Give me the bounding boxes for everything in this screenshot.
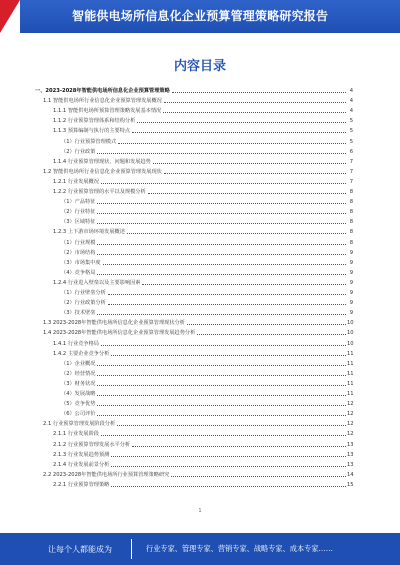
toc-entry-page: 7 [349,178,353,185]
toc-entry-label: 一、2023-2028年智能供电场所信息化企业预算管理策略 [35,88,170,94]
page-number: 1 [198,508,202,514]
toc-leader-dots [101,183,346,184]
toc-entry-page: 13 [347,461,354,468]
toc-leader-dots [97,153,346,154]
toc-entry[interactable] [35,256,353,266]
toc-entry-label: 2.1.4 行业发展前景分析 [53,461,110,468]
toc-entry-label: （6）公司评价 [61,411,96,418]
toc-entry[interactable] [35,225,353,235]
toc-leader-dots [197,334,346,335]
toc-leader-dots [97,415,346,416]
toc-entry[interactable] [35,326,353,336]
toc-entry[interactable] [35,337,353,347]
toc-entry-page: 11 [347,391,354,397]
toc-leader-dots [132,132,346,133]
toc-entry-page: 10 [347,320,354,327]
toc-entry-page: 12 [347,401,354,408]
toc-entry-page: 12 [347,411,354,418]
toc-entry-label: （1）行业壁垒分析 [61,290,106,296]
toc-entry-page: 9 [349,259,353,266]
toc-entry-label: （3）财务状况 [61,380,96,387]
toc-entry-page: 8 [349,199,353,206]
toc-entry-page: 9 [349,290,353,296]
toc-entry-page: 9 [349,269,353,276]
toc-leader-dots [171,476,346,477]
toc-entry-label: 2.1.2 行业预算管理发展水平分析 [53,441,131,448]
toc-entry-page: 4 [349,108,353,115]
toc-entry-label: （2）行业政策 [61,148,96,155]
toc-leader-dots [97,254,346,255]
toc-leader-dots [137,122,346,123]
toc-entry[interactable] [35,114,353,124]
toc-entry-page: 9 [349,310,353,317]
toc-leader-dots [163,112,346,113]
report-title: 智能供电场所信息化企业预算管理策略研究报告 [72,9,329,23]
footer [0,533,400,565]
toc-leader-dots [97,405,346,406]
toc-entry[interactable] [35,458,353,468]
toc-leader-dots [117,425,346,426]
header-accent [0,0,20,33]
toc-entry-page: 10 [347,340,354,347]
toc-entry[interactable] [35,145,353,155]
toc-entry[interactable] [35,438,353,448]
toc-entry-page: 11 [347,360,354,367]
footer-slogan: 让每个人都能成为 [48,545,112,554]
toc-entry-page: 11 [347,370,354,377]
toc-leader-dots [118,143,346,144]
toc-leader-dots [111,466,346,467]
toc-entry-label: 2.1.3 行业发展趋势预测 [53,451,110,458]
toc-leader-dots [132,446,346,447]
toc-entry[interactable] [35,468,353,478]
footer-divider [131,539,132,559]
toc-leader-dots [127,233,346,234]
toc-entry-label: 1.2.1 行业发展概况 [53,178,99,185]
toc-entry[interactable] [35,175,353,185]
toc-leader-dots [172,92,346,93]
toc-entry[interactable] [35,94,353,104]
toc-title: 内容目录 [173,59,226,74]
toc-entry[interactable] [35,195,353,205]
toc-leader-dots [142,284,346,285]
toc-entry[interactable] [35,478,353,488]
toc-leader-dots [97,274,346,275]
toc-entry[interactable] [35,205,353,215]
toc-entry-label: 1.4.1 行业竞争格局 [53,340,99,347]
toc-entry[interactable] [35,367,353,377]
toc-leader-dots [164,173,346,174]
toc-entry-label: （4）竞争格局 [61,269,96,276]
toc-entry-label: 1.2.2 行业预算管理的水平以及规模分析 [53,189,146,195]
toc-entry-page: 8 [349,229,353,236]
toc-entry[interactable] [35,407,353,417]
toc-entry[interactable] [35,165,353,175]
toc-entry-page: 13 [347,451,354,458]
toc-entry[interactable] [35,448,353,458]
toc-entry-page: 14 [347,471,354,478]
toc-leader-dots [108,304,346,305]
toc-entry-label: 1.2.4 行业进入壁垒以及主要影响因素 [53,279,141,286]
toc-entry-page: 5 [349,118,353,125]
toc-entry[interactable] [35,215,353,225]
toc-leader-dots [111,456,346,457]
toc-leader-dots [97,395,346,396]
toc-entry-page: 8 [349,239,353,246]
toc-entry-label: （5）竞争优势 [61,401,96,408]
toc-entry[interactable] [35,236,353,246]
toc-entry-page: 10 [347,330,354,337]
toc-entry[interactable] [35,276,353,286]
toc-entry-label: 1.3 2023-2028年智能供电场所信息化企业预算管理现状分析 [43,320,185,327]
toc-leader-dots [97,385,346,386]
toc-entry[interactable] [35,417,353,427]
toc-entry-page: 6 [349,148,353,155]
toc-entry-label: 2.2 2023-2028年智能供电场所行业预算管理策略研究 [43,471,170,478]
toc-entry-label: 1.1.2 行业预算管理体系和结构分析 [53,118,136,125]
toc-leader-dots [97,365,346,366]
toc-leader-dots [97,223,346,224]
toc-entry-label: （4）发展战略 [61,391,96,397]
toc-leader-dots [97,203,346,204]
toc-entry-label: 1.1.4 行业预算管理现状、问题和发展趋势 [53,158,151,165]
toc-leader-dots [103,264,346,265]
toc-entry-page: 11 [347,350,354,357]
footer-tagline: 行业专家、管理专家、营销专家、战略专家、成本专家…… [146,544,333,553]
toc-leader-dots [108,294,346,295]
toc-leader-dots [101,435,346,436]
toc-entry-page: 5 [349,138,353,145]
toc-entry-label: 1.1.3 预算编制与执行的主要特点 [53,128,131,135]
toc-entry-page: 8 [349,209,353,216]
report-header [0,0,400,33]
toc-entry-label: （3）区域特征 [61,219,96,226]
toc-entry-label: （1）行业预算管理模式 [61,138,117,145]
toc-entry-label: 1.1 智能供电场所行业信息化企业预算管理发展概况 [43,98,162,105]
toc-leader-dots [97,213,346,214]
toc-leader-dots [148,193,346,194]
toc-entry-label: 1.4.2 主要企业竞争分析 [53,350,110,357]
toc-leader-dots [101,345,346,346]
toc-leader-dots [97,244,346,245]
toc-entry-label: （1）产品特征 [61,199,96,206]
toc-entry-label: （2）经营情况 [61,370,96,377]
toc-entry-label: （3）技术壁垒 [61,310,96,317]
toc-entry-page: 15 [347,481,354,488]
toc-entry[interactable] [35,135,353,145]
toc-entry[interactable] [35,84,353,94]
toc-leader-dots [164,102,346,103]
toc-entry-label: 1.2.3 上下游市场环境发展概述 [53,229,125,236]
toc-entry-page: 9 [349,279,353,286]
toc-entry-page: 12 [347,421,354,428]
toc-entry-label: （2）市场结构 [61,249,96,256]
toc-entry-page: 12 [347,431,354,438]
toc-entry[interactable] [35,357,353,367]
toc-entry-page: 9 [349,300,353,307]
toc-entry-page: 8 [349,189,353,195]
toc-leader-dots [97,375,346,376]
toc-entry[interactable] [35,347,353,357]
toc-leader-dots [153,163,346,164]
toc-entry[interactable] [35,397,353,407]
toc-leader-dots [111,355,346,356]
toc-entry-page: 4 [349,98,353,105]
toc-entry[interactable] [35,427,353,437]
toc-entry-label: 2.1.1 行业发展阶段 [53,431,99,438]
toc-entry[interactable] [35,104,353,114]
toc-entry-label: 1.1.1 智能供电场所预算管理策略发展基本情况 [53,108,162,115]
toc-entry[interactable] [35,286,353,296]
toc-entry-page: 11 [347,380,354,387]
toc-entry-page: 9 [349,249,353,256]
toc-leader-dots [111,486,346,487]
toc-entry-page: 13 [347,441,354,448]
toc-leader-dots [187,324,346,325]
toc-entry-page: 4 [349,88,353,94]
toc-entry[interactable] [35,316,353,326]
toc-entry-label: （2）行业特征 [61,209,96,216]
toc-entry-page: 8 [349,219,353,226]
toc-entry-label: 2.1 行业预算管理发展阶段分析 [43,421,116,428]
toc-entry-label: （1）行业规模 [61,239,96,246]
toc-entry[interactable] [35,387,353,397]
toc-entry[interactable] [35,306,353,316]
toc-entry-label: 1.4 2023-2028年智能供电场所信息化企业预算管理发展趋势分析 [43,330,196,337]
toc-entry[interactable] [35,155,353,165]
toc-entry-label: （1）企业概况 [61,360,96,367]
toc-entry[interactable] [35,296,353,306]
toc-leader-dots [97,314,346,315]
toc-entry-label: （3）市场集中度 [61,259,101,266]
toc-entry[interactable] [35,124,353,134]
toc-entry-label: 1.2 智能供电场所行业信息化企业预算管理发展现状 [43,168,162,175]
toc-entry[interactable] [35,377,353,387]
toc-entry-label: （2）行业政策分析 [61,300,106,307]
toc-entry-page: 5 [349,128,353,135]
toc-entry-page: 7 [349,158,353,165]
toc-entry[interactable] [35,246,353,256]
toc-entry[interactable] [35,266,353,276]
toc-entry[interactable] [35,185,353,195]
toc-entry-page: 7 [349,168,353,175]
toc-entry-label: 2.2.1 行业预算管理策略 [53,481,110,488]
